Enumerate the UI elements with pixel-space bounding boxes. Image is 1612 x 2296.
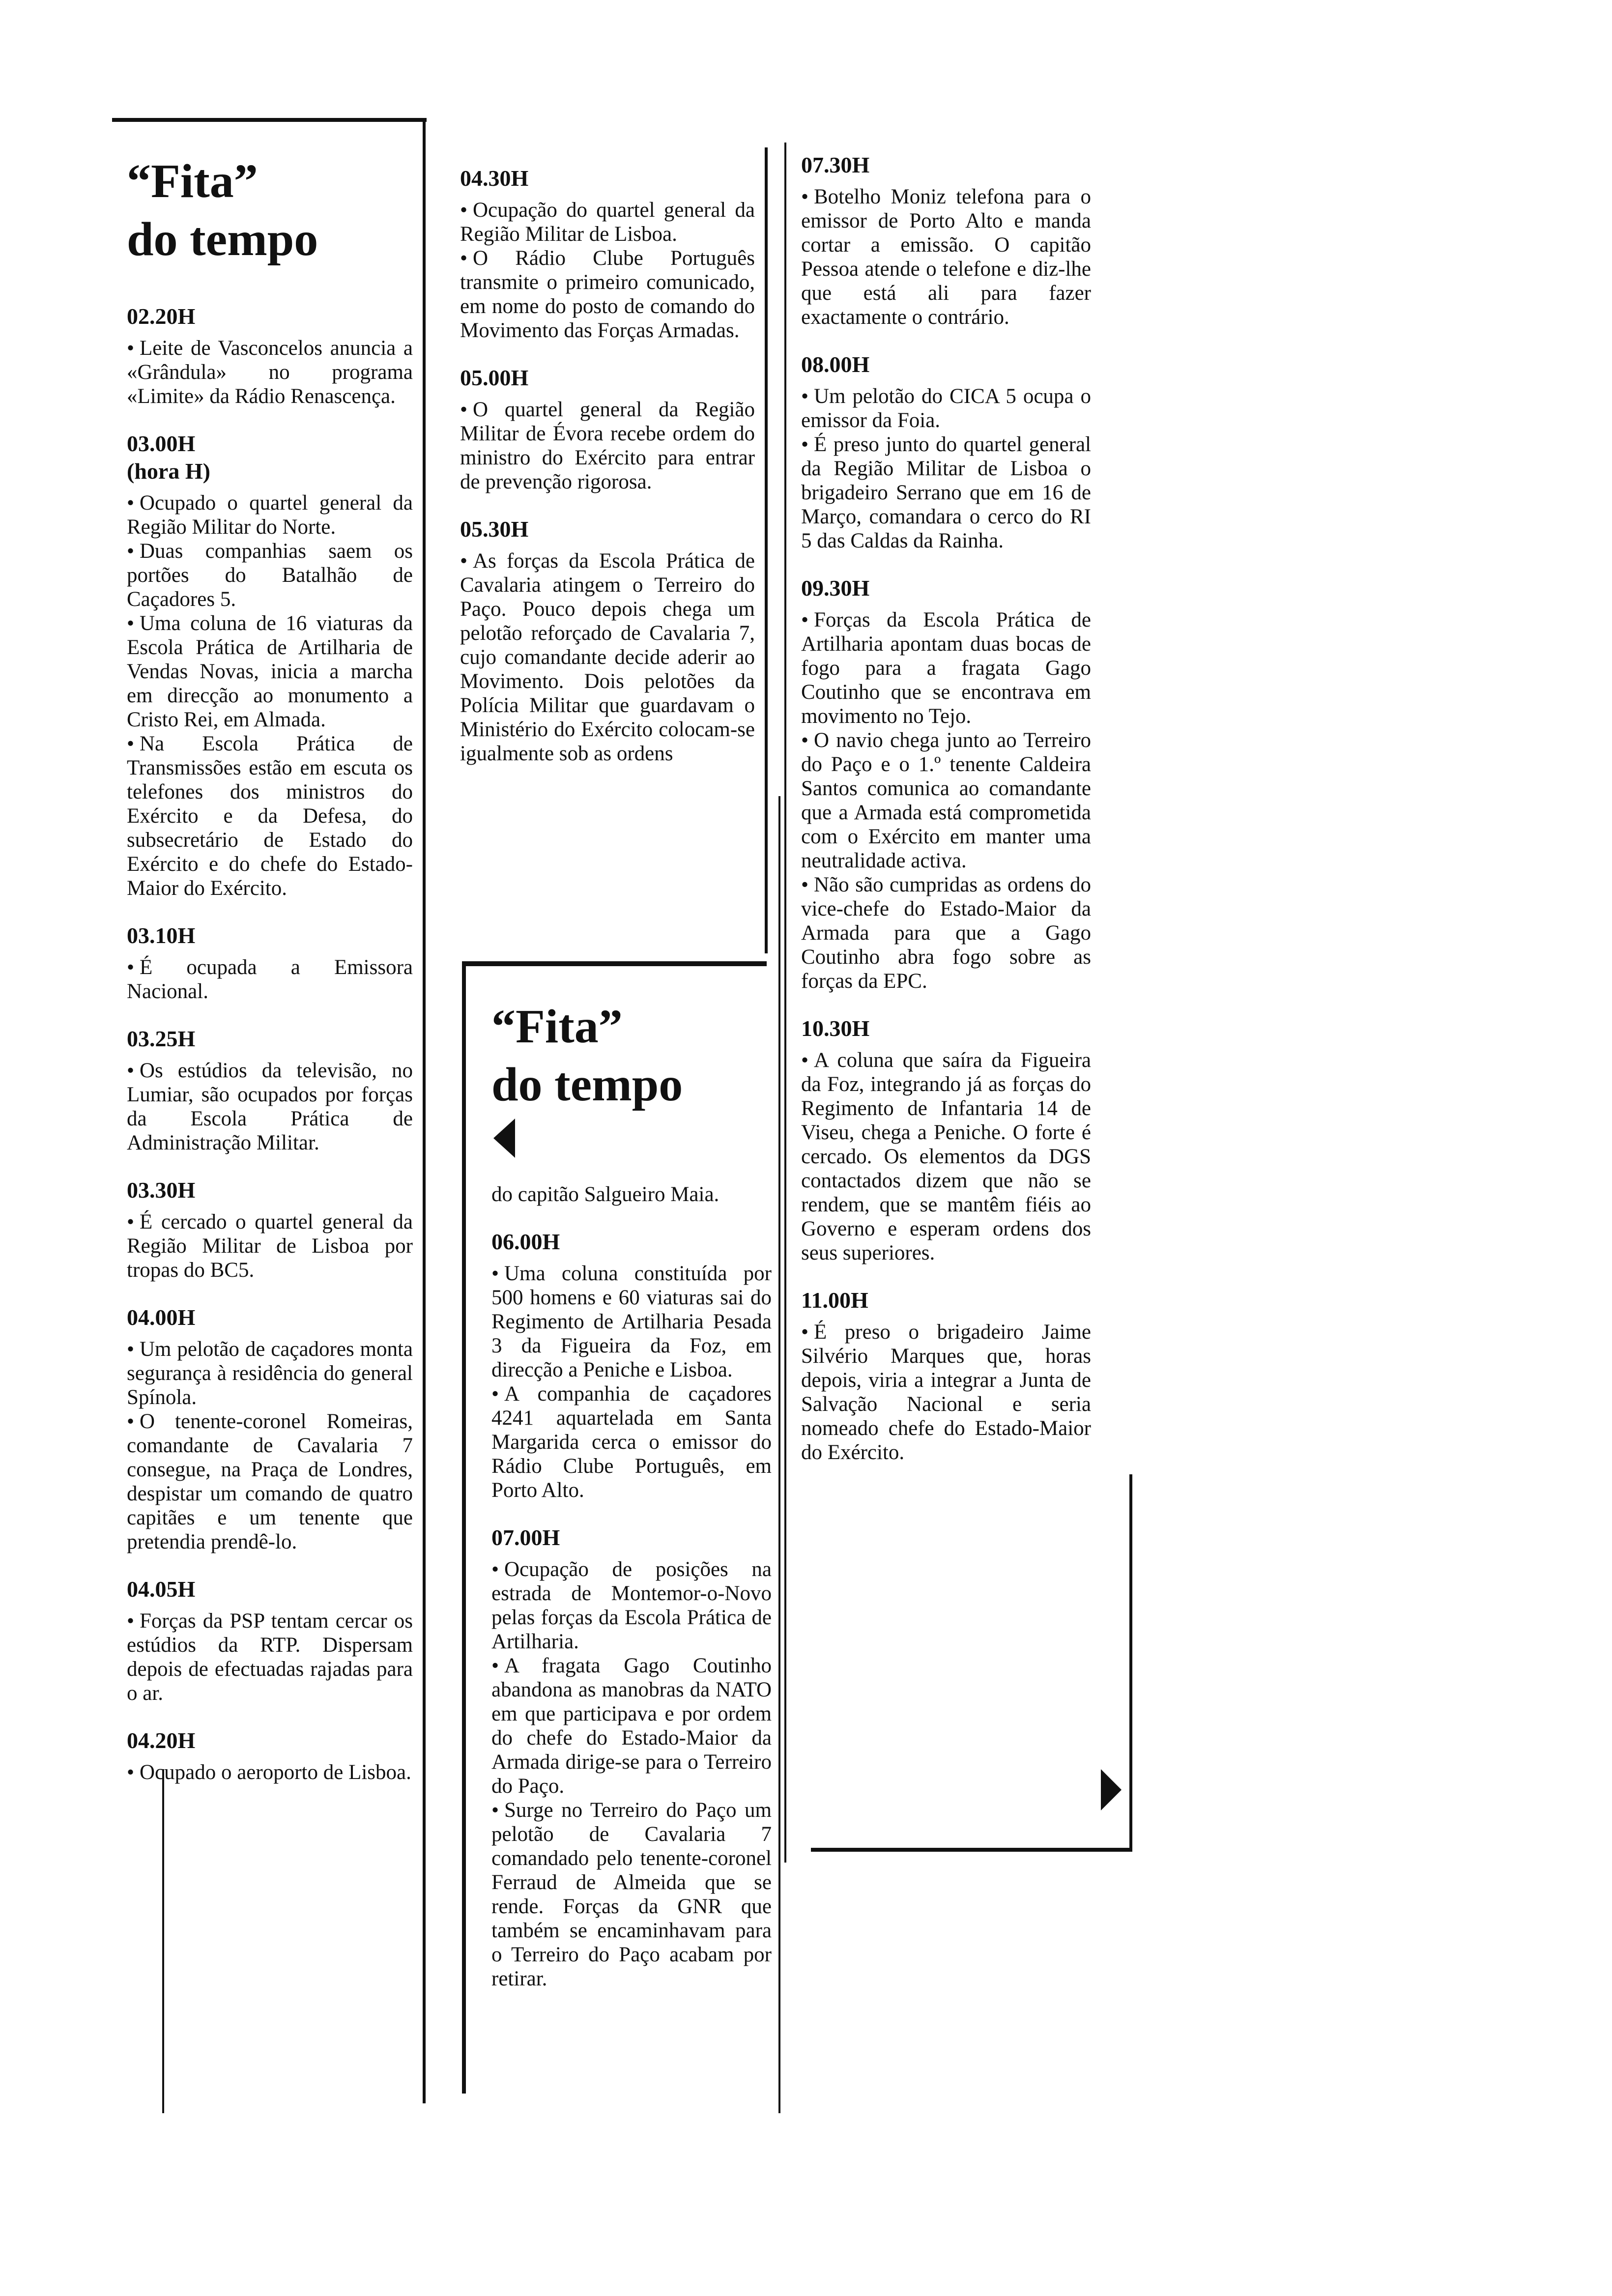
- column1-entry: [127, 1304, 413, 1554]
- bullet-icon: •: [491, 1654, 499, 1677]
- entry-item-text: Na Escola Prática de Transmissões estão em escuta os telefones dos ministros do Exército e da Defesa, do subsecretário de Estado do Exército e do chefe do Estado-Maior do Exército.: [127, 732, 413, 900]
- column2-left-rule-lower: [462, 963, 466, 2094]
- continuation-text: do capitão Salgueiro Maia.: [491, 1183, 720, 1206]
- column2-right-rule-lower: [778, 796, 780, 2113]
- entry-item: [127, 1210, 413, 1282]
- entry-item-text: Surge no Terreiro do Paço um pelotão de Cavalaria 7 comandado pelo tenente-coronel Ferraud de Almeida que se rende. Forças da GNR que também se encaminhavam para o Terreiro do Paço acabam por retirar.: [491, 1799, 772, 1990]
- entry-time: 05.00H: [460, 365, 529, 390]
- column3-right-rule: [1129, 1474, 1132, 1848]
- entry-item-text: Ocupação do quartel general da Região Militar de Lisboa.: [460, 199, 755, 246]
- arrow-right-icon: [1101, 1769, 1122, 1810]
- column1-entries: [127, 303, 413, 1784]
- column2-entry: [460, 364, 755, 494]
- column3-entry: [801, 151, 1091, 329]
- entry-time: 02.20H: [127, 304, 196, 329]
- column2-continued-entry: [491, 1524, 772, 1991]
- bullet-icon: •: [801, 1320, 809, 1344]
- column2-continued: [491, 998, 772, 2012]
- bullet-icon: •: [127, 956, 135, 979]
- bullet-icon: •: [801, 385, 809, 408]
- entry-subtime: (hora H): [127, 459, 210, 484]
- column1-entry: [127, 1576, 413, 1705]
- column3-entry: [801, 1015, 1091, 1265]
- bullet-icon: •: [801, 873, 809, 896]
- column1-heading-line1: “Fita”: [127, 155, 258, 208]
- bullet-icon: •: [460, 549, 468, 573]
- column1-entry: [127, 303, 413, 408]
- entry-item-text: A fragata Gago Coutinho abandona as manobras da NATO em que participava e por ordem do chefe do Estado-Maior da Armada dirige-se para o Terreiro do Paço.: [491, 1654, 772, 1798]
- entry-item: [127, 336, 413, 408]
- entry-item: [127, 611, 413, 732]
- entry-item-text: O quartel general da Região Militar de Évora recebe ordem do ministro do Exército para entrar de prevenção rigorosa.: [460, 398, 755, 493]
- column1-entry: [127, 922, 413, 1004]
- column2-heading-line2: do tempo: [491, 1058, 683, 1111]
- column1-entry: [127, 1727, 413, 1784]
- bullet-icon: •: [127, 1761, 135, 1784]
- entry-item-text: Duas companhias saem os portões do Batalhão de Caçadores 5.: [127, 540, 413, 611]
- entry-item-text: Uma coluna de 16 viaturas da Escola Prática de Artilharia de Vendas Novas, inicia a marcha em direcção ao monumento a Cristo Rei, em Almada.: [127, 612, 413, 731]
- entry-item-text: Botelho Moniz telefona para o emissor de Porto Alto e manda cortar a emissão. O capitão Pessoa atende o telefone e diz-lhe que está ali para fazer exactamente o contrário.: [801, 185, 1091, 329]
- entry-item: [801, 185, 1091, 329]
- entry-item-text: É preso junto do quartel general da Região Militar de Lisboa o brigadeiro Serrano que em 16 de Março, comandara o cerco do RI 5 das Caldas da Rainha.: [801, 433, 1091, 552]
- entry-item: [801, 873, 1091, 993]
- bullet-icon: •: [127, 1210, 135, 1234]
- entry-time: 10.30H: [801, 1016, 870, 1041]
- entry-item-text: Os estúdios da televisão, no Lumiar, são ocupados por forças da Escola Prática de Administração Militar.: [127, 1059, 413, 1154]
- entry-item-text: Ocupação de posições na estrada de Montemor-o-Novo pelas forças da Escola Prática de Artilharia.: [491, 1558, 772, 1653]
- entry-item: [801, 384, 1091, 432]
- column2-entry: [460, 165, 755, 343]
- entry-item-text: Ocupado o quartel general da Região Militar do Norte.: [127, 491, 413, 539]
- entry-item: [491, 1382, 772, 1502]
- column1-entry: [127, 1177, 413, 1282]
- entry-item: [491, 1262, 772, 1382]
- bullet-icon: •: [127, 1609, 135, 1633]
- column2-entries: [460, 165, 755, 766]
- entry-time: 11.00H: [801, 1288, 868, 1313]
- column1-left-rule-lower: [162, 1769, 164, 2113]
- bullet-icon: •: [127, 540, 135, 563]
- entry-time: 03.10H: [127, 923, 196, 948]
- column2-entry: [460, 516, 755, 766]
- column3-bottom-rule: [811, 1848, 1132, 1852]
- bullet-icon: •: [801, 729, 809, 752]
- entry-item: [460, 198, 755, 246]
- entry-time: 06.00H: [491, 1229, 560, 1254]
- entry-item: [801, 1048, 1091, 1265]
- column2-right-rule: [765, 147, 768, 953]
- entry-item: [801, 728, 1091, 873]
- entry-item-text: As forças da Escola Prática de Cavalaria atingem o Terreiro do Paço. Pouco depois chega um pelotão reforçado de Cavalaria 7, cujo comandante decide aderir ao Movimento. Dois pelotões da Polícia Militar que guardavam o Ministério do Exército colocam-se igualmente sob as ordens: [460, 549, 755, 765]
- column1: [127, 152, 413, 1806]
- column3-entries: [801, 151, 1091, 1464]
- column2-break-rule: [462, 961, 767, 966]
- entry-item: [127, 1609, 413, 1705]
- entry-time: 04.30H: [460, 166, 529, 191]
- column3-entry: [801, 574, 1091, 993]
- entry-time: 07.00H: [491, 1525, 560, 1550]
- column1-entry: [127, 430, 413, 900]
- column3: [801, 151, 1091, 1486]
- entry-item: [127, 539, 413, 611]
- entry-time: 03.00H: [127, 431, 196, 456]
- entry-item-text: O tenente-coronel Romeiras, comandante de Cavalaria 7 consegue, na Praça de Londres, despistar um comando de quatro capitães e um tenente que pretendia prendê-lo.: [127, 1410, 413, 1553]
- entry-item: [491, 1798, 772, 1991]
- column2-heading-line1: “Fita”: [491, 1000, 623, 1053]
- entry-item-text: O Rádio Clube Português transmite o primeiro comunicado, em nome do posto de comando do Movimento das Forças Armadas.: [460, 247, 755, 342]
- entry-item-text: Um pelotão do CICA 5 ocupa o emissor da Foia.: [801, 385, 1091, 432]
- column3-entry: [801, 1287, 1091, 1464]
- entry-item: [127, 491, 413, 539]
- entry-item: [127, 1337, 413, 1409]
- bullet-icon: •: [460, 247, 468, 270]
- bullet-icon: •: [491, 1558, 499, 1581]
- entry-item-text: Forças da Escola Prática de Artilharia apontam duas bocas de fogo para a fragata Gago Coutinho que se encontrava em movimento no Tejo.: [801, 608, 1091, 728]
- entry-item-text: Um pelotão de caçadores monta segurança à residência do general Spínola.: [127, 1338, 413, 1409]
- bullet-icon: •: [801, 608, 809, 631]
- entry-time: 03.30H: [127, 1177, 196, 1203]
- bullet-icon: •: [491, 1262, 499, 1285]
- bullet-icon: •: [801, 433, 809, 456]
- entry-item-text: O navio chega junto ao Terreiro do Paço e o 1.º tenente Caldeira Santos comunica ao comandante que a Armada está comprometida com o Exército em manter uma neutralidade activa.: [801, 729, 1091, 872]
- entry-time: 04.00H: [127, 1305, 196, 1330]
- entry-item: [127, 1760, 413, 1784]
- entry-time: 08.00H: [801, 352, 870, 377]
- entry-time: 04.05H: [127, 1577, 196, 1602]
- column2-continued-entry: [491, 1228, 772, 1502]
- bullet-icon: •: [127, 732, 135, 755]
- bullet-icon: •: [491, 1799, 499, 1822]
- entry-item-text: A companhia de caçadores 4241 aquartelada em Santa Margarida cerca o emissor do Rádio Clube Português, em Porto Alto.: [491, 1382, 772, 1502]
- entry-item: [127, 732, 413, 900]
- entry-time: 03.25H: [127, 1026, 196, 1051]
- entry-item: [460, 246, 755, 343]
- entry-item-text: Ocupado o aeroporto de Lisboa.: [140, 1761, 411, 1784]
- bullet-icon: •: [460, 199, 468, 222]
- entry-item-text: A coluna que saíra da Figueira da Foz, integrando já as forças do Regimento de Infantaria 14 de Viseu, chega a Peniche. O forte é cercado. Os elementos da DGS contactados dizem que não se rendem, que se mantêm fiéis ao Governo e esperam ordens dos seus superiores.: [801, 1049, 1091, 1264]
- column1-top-rule: [112, 118, 427, 122]
- entry-item: [127, 955, 413, 1004]
- entry-item: [460, 398, 755, 494]
- bullet-icon: •: [460, 398, 468, 421]
- entry-item: [801, 432, 1091, 553]
- entry-item: [491, 1654, 772, 1798]
- bullet-icon: •: [801, 185, 809, 208]
- bullet-icon: •: [801, 1049, 809, 1072]
- column1-entry: [127, 1025, 413, 1155]
- bullet-icon: •: [491, 1382, 499, 1406]
- bullet-icon: •: [127, 1338, 135, 1361]
- bullet-icon: •: [127, 491, 135, 515]
- bullet-icon: •: [127, 337, 135, 360]
- column2-continued-entries: [491, 1228, 772, 1991]
- entry-item-text: É ocupada a Emissora Nacional.: [127, 956, 413, 1003]
- entry-item-text: É preso o brigadeiro Jaime Silvério Marques que, horas depois, viria a integrar a Junta de Salvação Nacional e seria nomeado chefe do Estado-Maior do Exército.: [801, 1320, 1091, 1464]
- entry-time: 09.30H: [801, 575, 870, 601]
- entry-item: [801, 1320, 1091, 1464]
- bullet-icon: •: [127, 1059, 135, 1082]
- column3-entry: [801, 351, 1091, 553]
- entry-time: 04.20H: [127, 1728, 196, 1753]
- arrow-left-icon: [493, 1119, 515, 1158]
- entry-item: [801, 608, 1091, 728]
- column1-heading-line2: do tempo: [127, 213, 318, 266]
- column2: [460, 165, 755, 787]
- entry-item: [127, 1059, 413, 1155]
- entry-item: [127, 1409, 413, 1554]
- bullet-icon: •: [127, 1410, 135, 1433]
- entry-time: 07.30H: [801, 152, 870, 177]
- entry-item-text: Uma coluna constituída por 500 homens e 60 viaturas sai do Regimento de Artilharia Pesada 3 da Figueira da Foz, em direcção a Peniche e Lisboa.: [491, 1262, 772, 1381]
- entry-item-text: Forças da PSP tentam cercar os estúdios da RTP. Dispersam depois de efectuadas rajadas para o ar.: [127, 1609, 413, 1705]
- column3-left-rule: [784, 143, 786, 1863]
- entry-item: [460, 549, 755, 766]
- entry-item-text: É cercado o quartel general da Região Militar de Lisboa por tropas do BC5.: [127, 1210, 413, 1282]
- entry-time: 05.30H: [460, 517, 529, 542]
- bullet-icon: •: [127, 612, 135, 635]
- entry-item-text: Não são cumpridas as ordens do vice-chefe do Estado-Maior da Armada para que a Gago Coutinho abra fogo sobre as forças da EPC.: [801, 873, 1091, 993]
- entry-item: [491, 1557, 772, 1654]
- entry-item-text: Leite de Vasconcelos anuncia a «Grândula» no programa «Limite» da Rádio Renascença.: [127, 337, 413, 408]
- column1-right-rule: [423, 118, 426, 2103]
